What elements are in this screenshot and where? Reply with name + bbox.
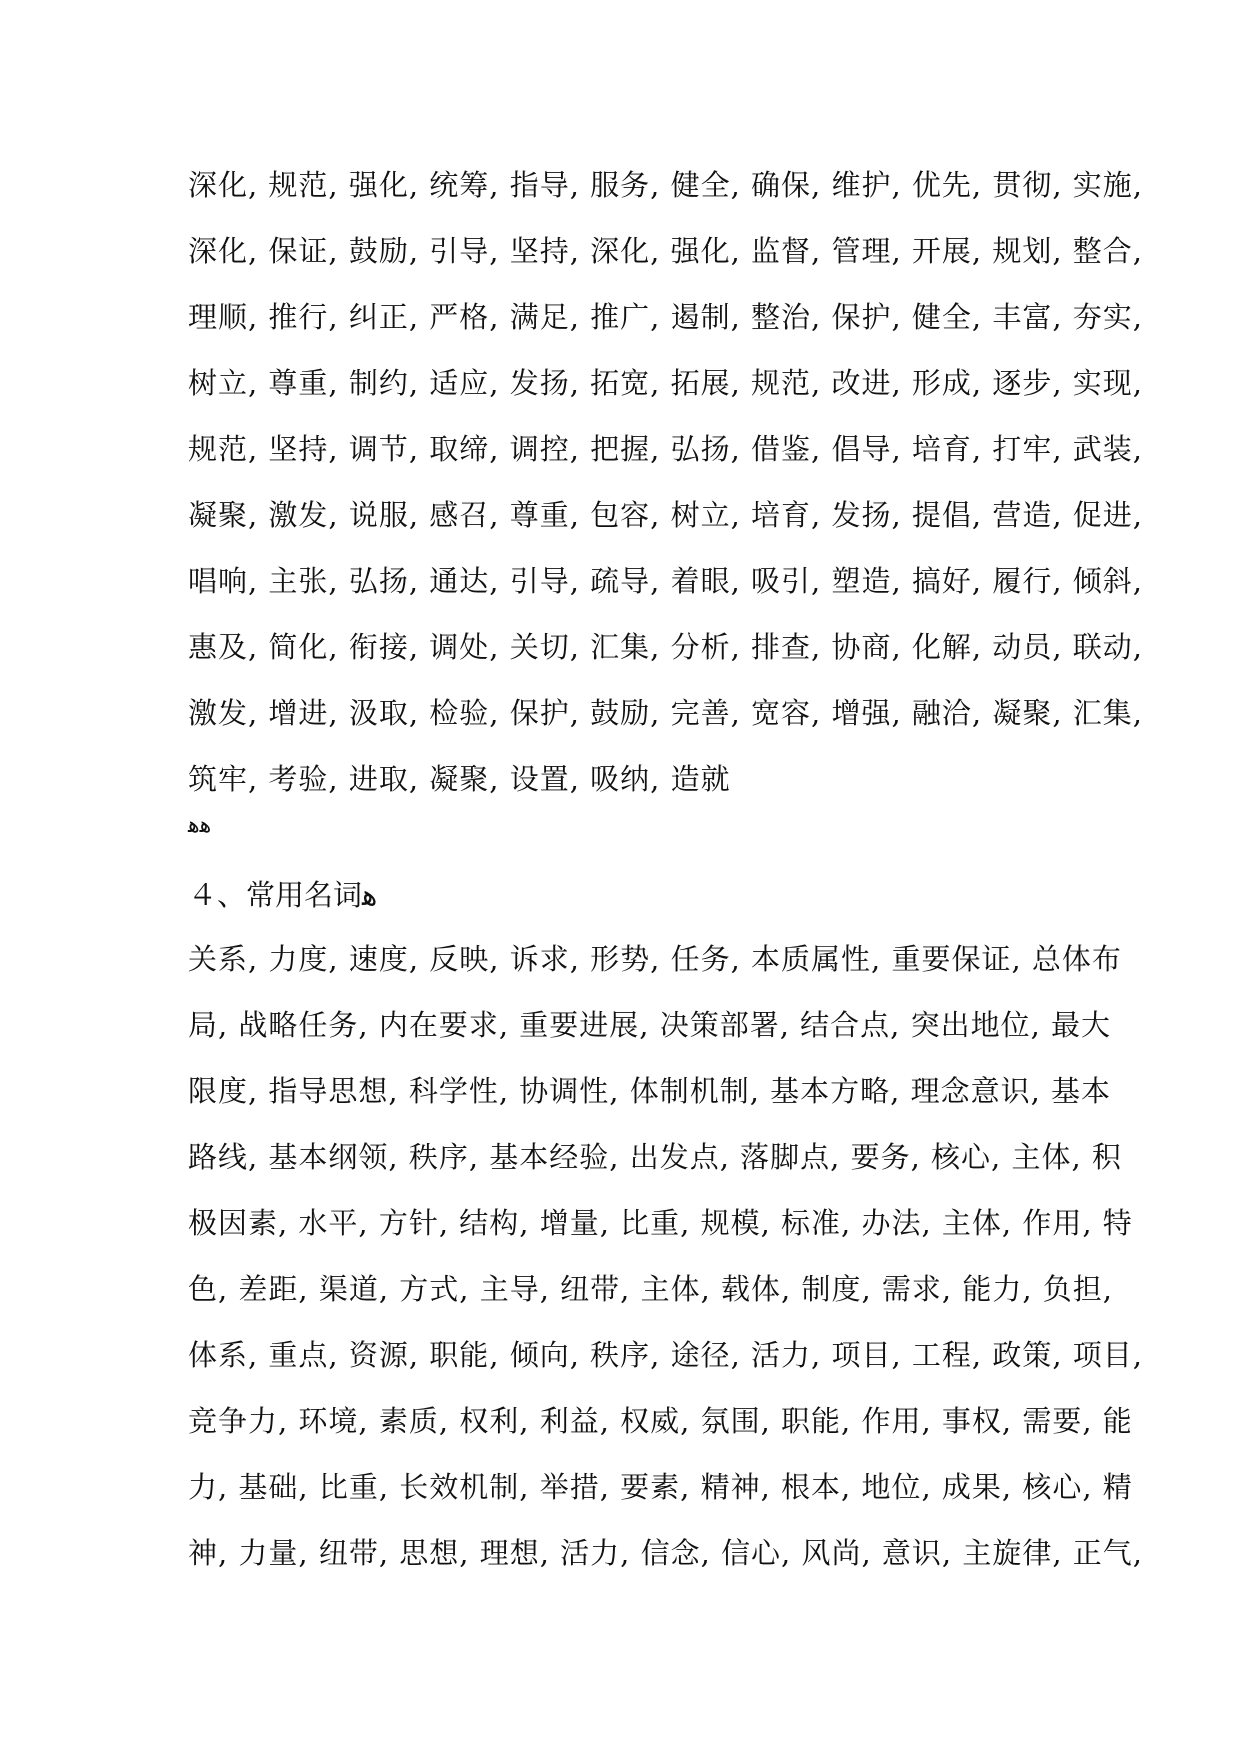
text-line: 色, 差距, 渠道, 方式, 主导, 纽带, 主体, 载体, 制度, 需求, 能力, 负担,: [188, 1272, 1114, 1306]
text-line: 局, 战略任务, 内在要求, 重要进展, 决策部署, 结合点, 突出地位, 最大: [188, 1008, 1112, 1042]
text-line: 神, 力量, 纽带, 思想, 理想, 活力, 信念, 信心, 风尚, 意识, 主旋律, 正气,: [188, 1536, 1144, 1570]
text-line: 极因素, 水平, 方针, 结构, 增量, 比重, 规模, 标准, 办法, 主体, 作用, 特: [188, 1206, 1133, 1240]
text-line: 体系, 重点, 资源, 职能, 倾向, 秩序, 途径, 活力, 项目, 工程, 政策, 项目,: [188, 1338, 1144, 1372]
text-line: 竞争力, 环境, 素质, 权利, 利益, 权威, 氛围, 职能, 作用, 事权, 需要, 能: [188, 1404, 1133, 1438]
text-line: 力, 基础, 比重, 长效机制, 举措, 要素, 精神, 根本, 地位, 成果, 核心, 精: [188, 1470, 1133, 1504]
text-line: 深化, 规范, 强化, 统筹, 指导, 服务, 健全, 确保, 维护, 优先, 贯彻, 实施,: [188, 168, 1144, 202]
noun-list-paragraph: [188, 926, 1144, 1586]
text-line: 限度, 指导思想, 科学性, 协调性, 体制机制, 基本方略, 理念意识, 基本: [188, 1074, 1112, 1108]
section-heading: ４、常用名词ﻫ: [188, 878, 378, 912]
text-line: 凝聚, 激发, 说服, 感召, 尊重, 包容, 树立, 培育, 发扬, 提倡, 营造, 促进,: [188, 498, 1144, 532]
text-line: 路线, 基本纲领, 秩序, 基本经验, 出发点, 落脚点, 要务, 核心, 主体, 积: [188, 1140, 1122, 1174]
text-line: 激发, 增进, 汲取, 检验, 保护, 鼓励, 完善, 宽容, 增强, 融洽, 凝聚, 汇集,: [188, 696, 1144, 730]
stray-marks: ﻫﻫ: [188, 813, 212, 838]
text-line: 深化, 保证, 鼓励, 引导, 坚持, 深化, 强化, 监督, 管理, 开展, 规划, 整合,: [188, 234, 1144, 268]
text-line: 理顺, 推行, 纠正, 严格, 满足, 推广, 遏制, 整治, 保护, 健全, 丰富, 夯实,: [188, 300, 1144, 334]
text-line: 惠及, 简化, 衔接, 调处, 关切, 汇集, 分析, 排查, 协商, 化解, 动员, 联动,: [188, 630, 1144, 664]
verb-list-paragraph: [188, 152, 1144, 812]
text-line: 唱响, 主张, 弘扬, 通达, 引导, 疏导, 着眼, 吸引, 塑造, 搞好, 履行, 倾斜,: [188, 564, 1144, 598]
text-line: 关系, 力度, 速度, 反映, 诉求, 形势, 任务, 本质属性, 重要保证, 总体布: [188, 942, 1122, 976]
text-line: 筑牢, 考验, 进取, 凝聚, 设置, 吸纳, 造就: [188, 762, 731, 796]
text-line: 树立, 尊重, 制约, 适应, 发扬, 拓宽, 拓展, 规范, 改进, 形成, 逐步, 实现,: [188, 366, 1144, 400]
text-line: 规范, 坚持, 调节, 取缔, 调控, 把握, 弘扬, 借鉴, 倡导, 培育, 打牢, 武装,: [188, 432, 1144, 466]
